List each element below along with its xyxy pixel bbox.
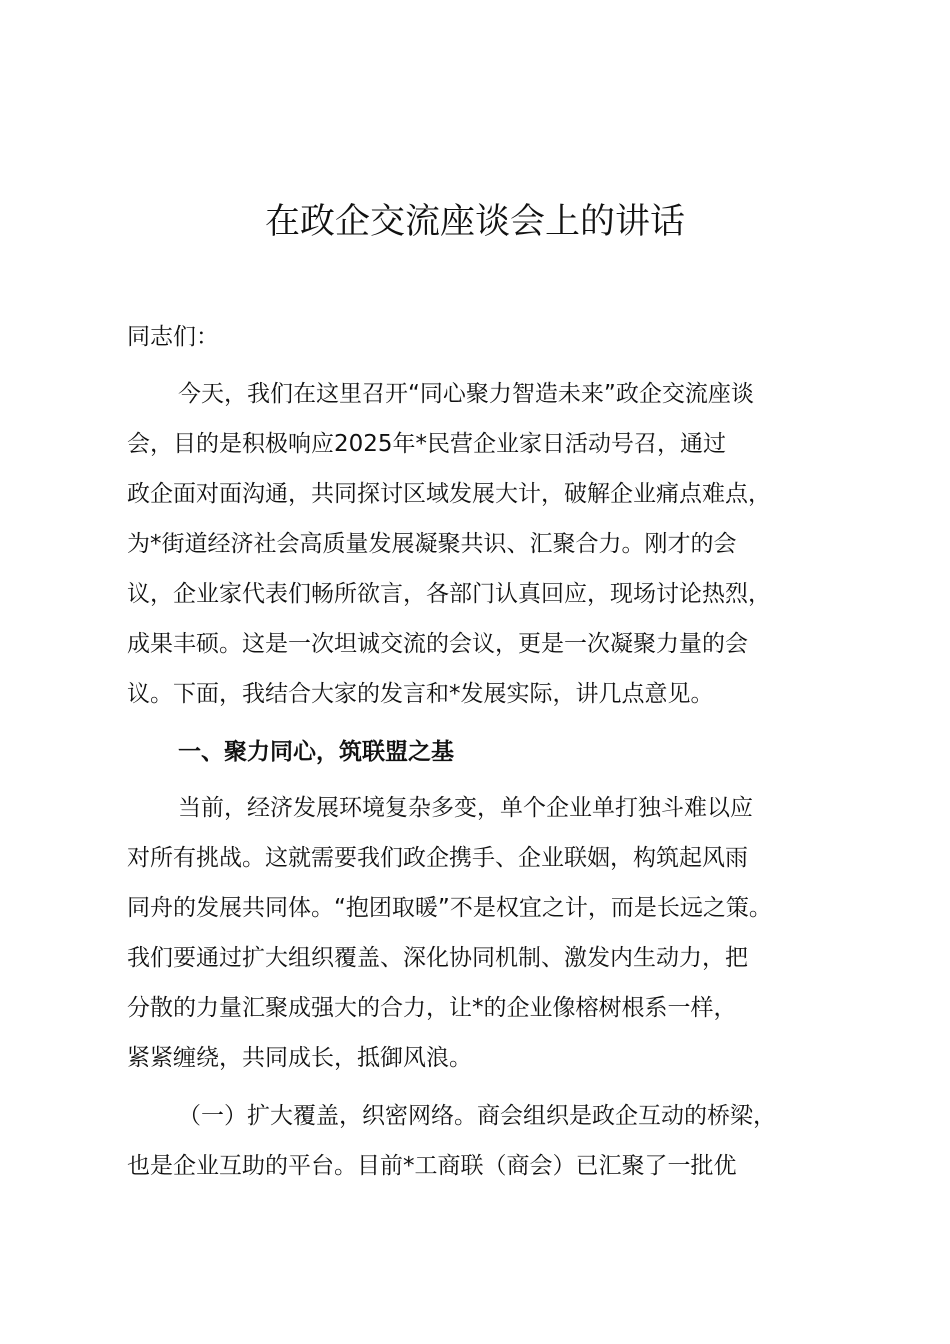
- text-line: 也是企业互助的平台。目前*工商联（商会）已汇聚了一批优: [127, 1153, 737, 1179]
- text-line: 议。下面，我结合大家的发言和*发展实际，讲几点意见。: [127, 681, 714, 707]
- text-line: 今天，我们在这里召开“同心聚力智造未来”政企交流座谈: [178, 381, 754, 407]
- document-title: 在政企交流座谈会上的讲话: [264, 202, 685, 242]
- text-line: 紧紧缠绕，共同成长，抵御风浪。: [127, 1045, 472, 1071]
- section-heading: 一、聚力同心，筑联盟之基: [178, 739, 454, 765]
- text-line: 我们要通过扩大组织覆盖、深化协同机制、激发内生动力，把: [127, 945, 748, 971]
- text-line: 同舟的发展共同体。“抱团取暖”不是权宜之计，而是长远之策。: [127, 895, 772, 921]
- text-line: 对所有挑战。这就需要我们政企携手、企业联姻，构筑起风雨: [127, 845, 748, 871]
- salutation: 同志们：: [127, 324, 219, 350]
- text-line: 议，企业家代表们畅所欲言，各部门认真回应，现场讨论热烈，: [127, 581, 771, 607]
- text-line: 会，目的是积极响应2025年*民营企业家日活动号召，通过: [127, 431, 727, 457]
- text-line: 为*街道经济社会高质量发展凝聚共识、汇聚合力。刚才的会: [127, 531, 737, 557]
- text-line: 分散的力量汇聚成强大的合力，让*的企业像榕树根系一样，: [127, 995, 737, 1021]
- text-line: 当前，经济发展环境复杂多变，单个企业单打独斗难以应: [178, 795, 753, 821]
- text-line: 政企面对面沟通，共同探讨区域发展大计，破解企业痛点难点，: [127, 481, 771, 507]
- text-line: 成果丰硕。这是一次坦诚交流的会议，更是一次凝聚力量的会: [127, 631, 748, 657]
- text-line: （一）扩大覆盖，织密网络。商会组织是政企互动的桥梁，: [178, 1103, 776, 1129]
